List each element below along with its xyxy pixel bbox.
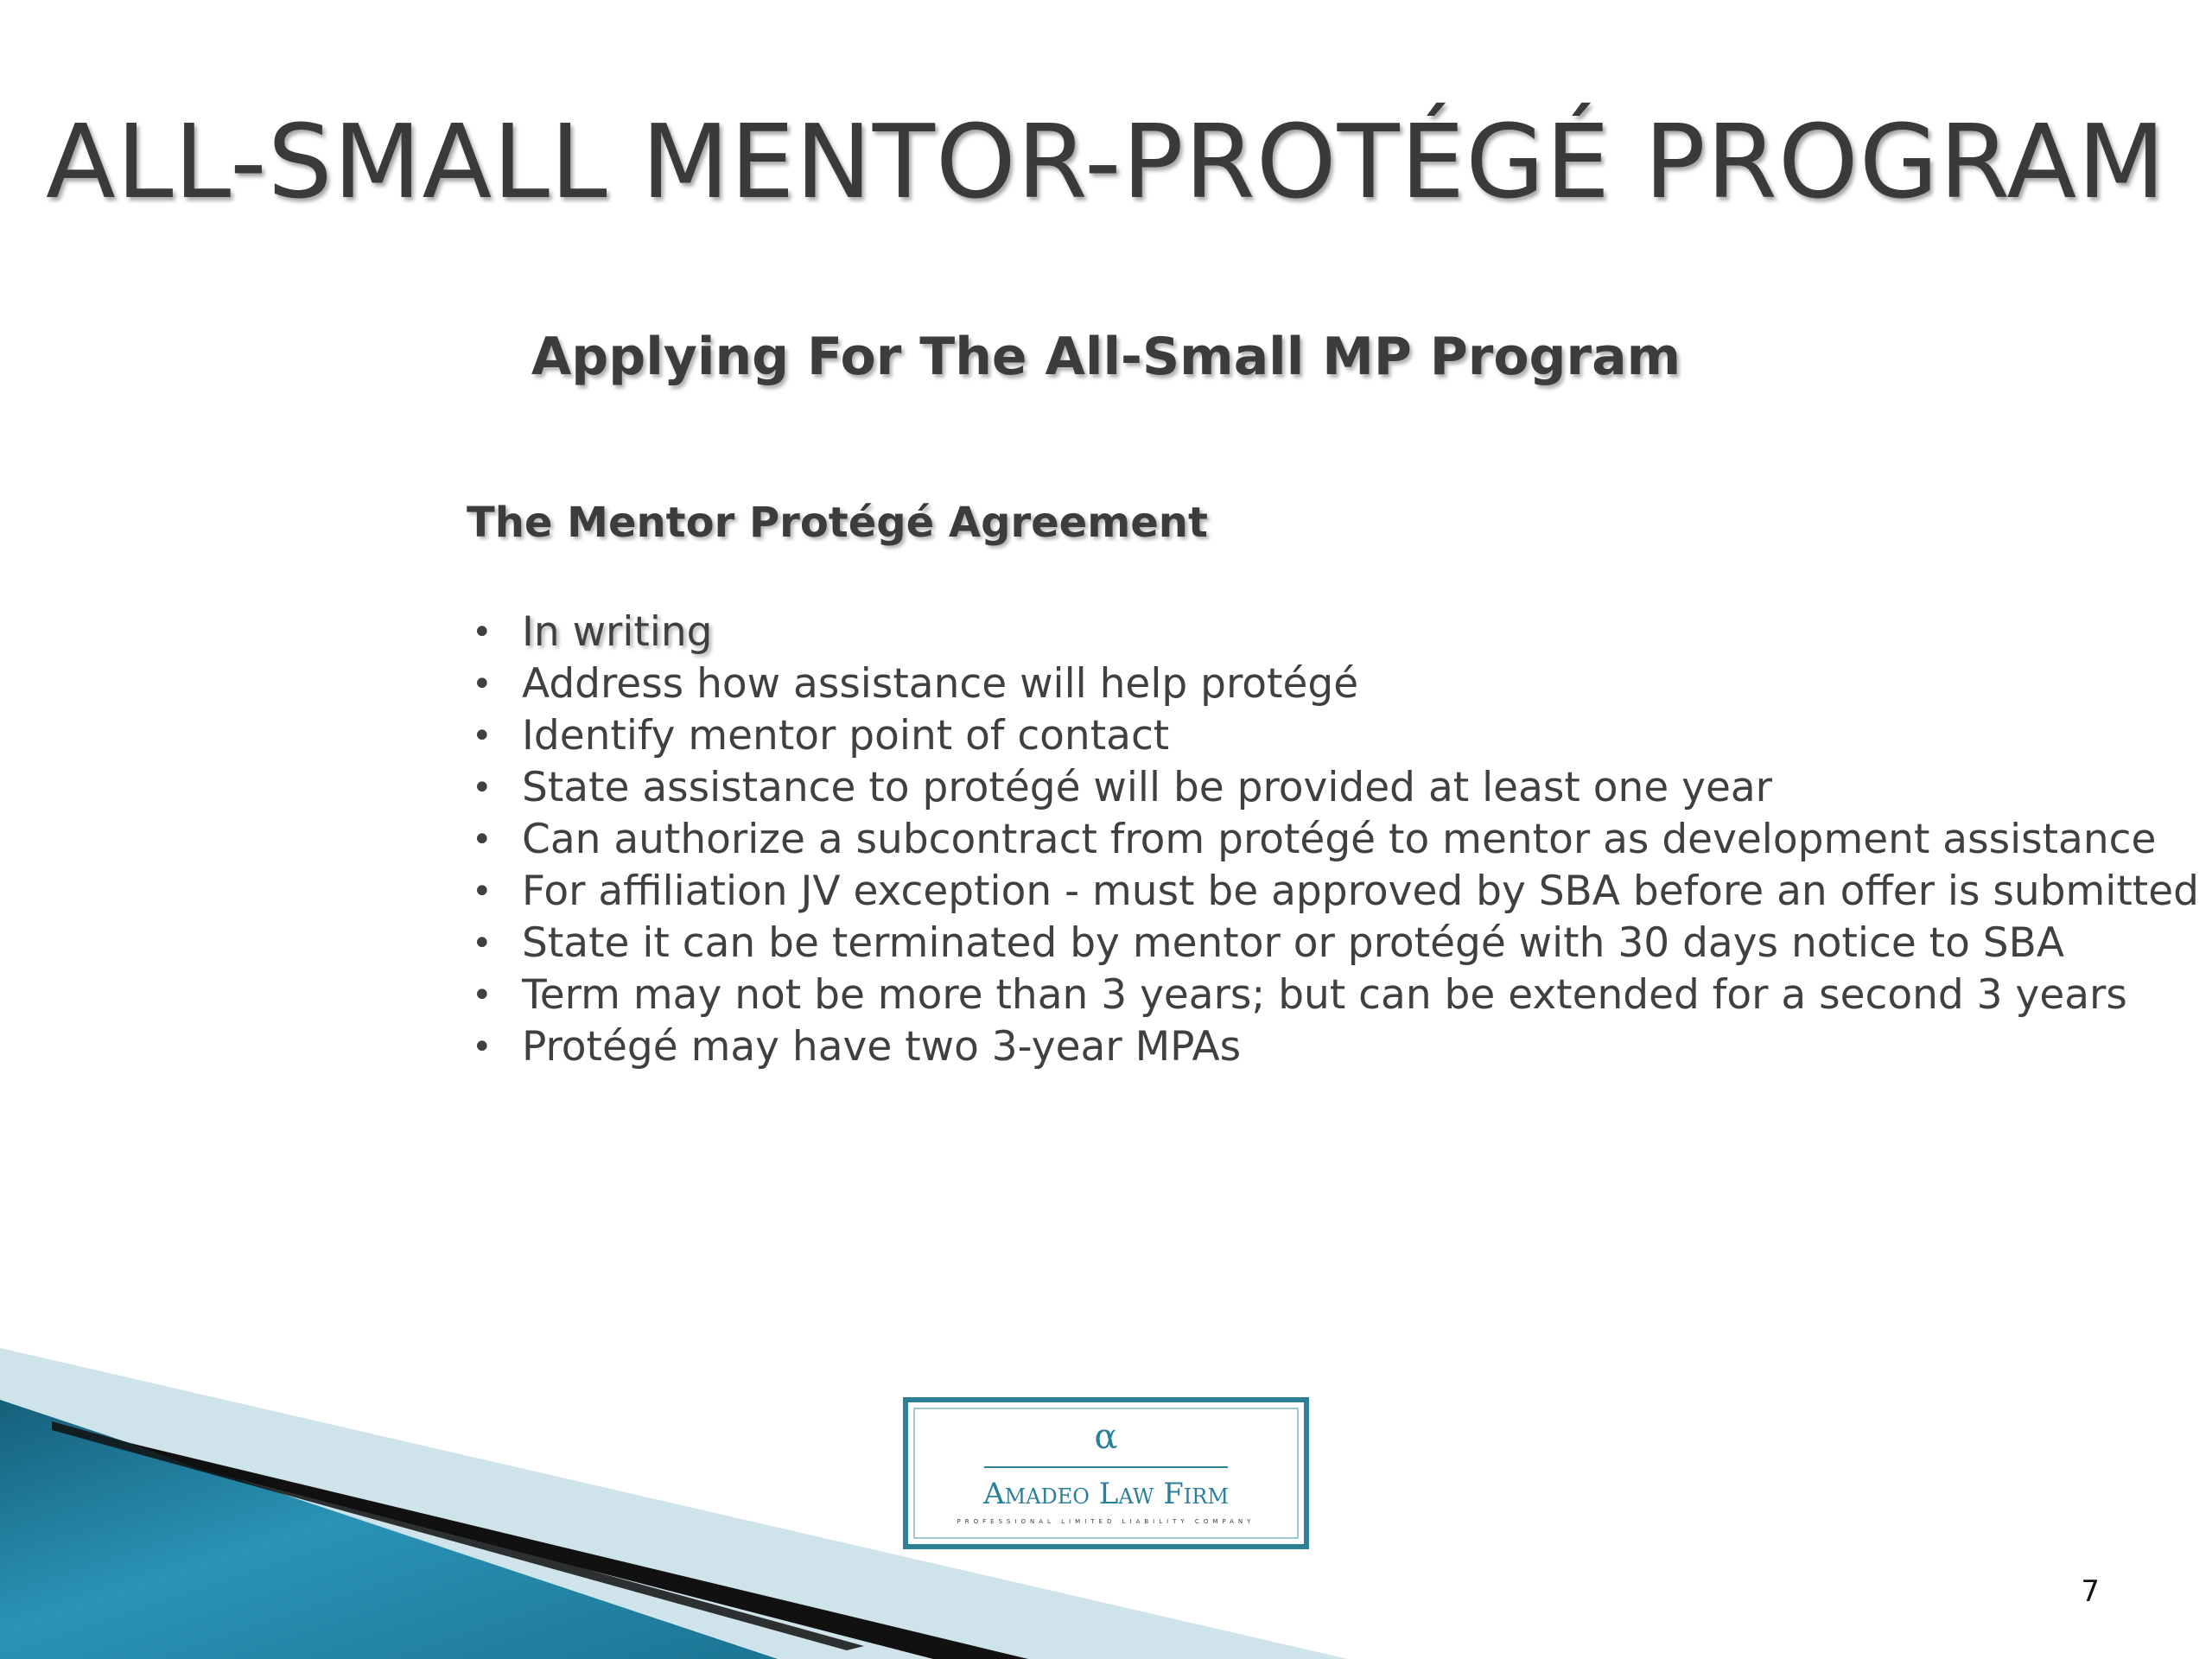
- alpha-icon: α: [1094, 1417, 1118, 1457]
- bullet-text: Identify mentor point of contact: [522, 712, 1170, 760]
- slide-title: ALL-SMALL MENTOR-PROTÉGÉ PROGRAM: [46, 102, 2166, 221]
- bullet-text: In writing: [522, 608, 713, 656]
- bullet-text: Protégé may have two 3-year MPAs: [522, 1023, 1242, 1071]
- bullet-glyph: •: [472, 768, 493, 808]
- bullet-text: Can authorize a subcontract from protégé to mentor as development assistance: [522, 816, 2157, 863]
- bullet-text: For affiliation JV exception - must be approved by SBA before an offer is submitted: [522, 868, 2199, 915]
- bullet-text: Term may not be more than 3 years; but can be extended for a second 3 years: [522, 971, 2127, 1019]
- bullet-item: [467, 1021, 2177, 1073]
- bullet-item: [467, 710, 2177, 762]
- bullet-item: [467, 607, 2177, 658]
- bullet-glyph: •: [472, 1027, 493, 1067]
- logo-divider: [984, 1466, 1228, 1468]
- bullet-glyph: •: [472, 872, 493, 912]
- bullet-glyph: •: [472, 664, 493, 704]
- section-heading: The Mentor Protégé Agreement: [467, 499, 1208, 547]
- bullet-item: [467, 918, 2177, 969]
- bullet-item: [467, 814, 2177, 866]
- bullet-item: [467, 762, 2177, 814]
- firm-logo: [903, 1397, 1309, 1549]
- logo-firm-name: Amadeo Law Firm: [983, 1477, 1229, 1511]
- bullet-glyph: •: [472, 820, 493, 860]
- bullet-glyph: •: [472, 613, 493, 652]
- bullet-glyph: •: [472, 716, 493, 756]
- page-number: 7: [2081, 1574, 2100, 1609]
- bullet-list: [467, 607, 2199, 1073]
- bullet-text: State assistance to protégé will be provided at least one year: [522, 764, 1772, 811]
- slide-subtitle: Applying For The All-Small MP Program: [531, 327, 1681, 387]
- logo-tagline: PROFESSIONAL LIMITED LIABILITY COMPANY: [957, 1518, 1255, 1525]
- slide-content: [467, 493, 2199, 1073]
- bullet-item: [467, 969, 2177, 1021]
- bullet-glyph: •: [472, 924, 493, 963]
- bullet-item: [467, 866, 2199, 918]
- bullet-text: State it can be terminated by mentor or protégé with 30 days notice to SBA: [522, 919, 2065, 967]
- bullet-glyph: •: [472, 976, 493, 1015]
- bullet-text: Address how assistance will help protégé: [522, 660, 1359, 708]
- bullet-item: [467, 658, 2177, 710]
